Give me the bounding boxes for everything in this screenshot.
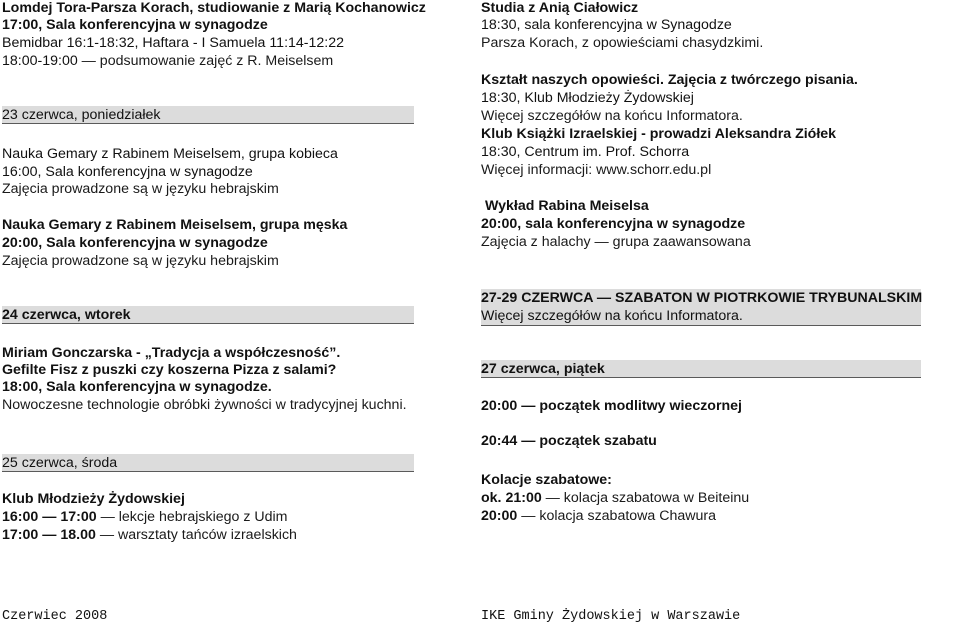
event-text: — początek modlitwy wieczornej [517, 398, 742, 414]
event-text: — lekcje hebrajskiego z Udim [96, 509, 288, 525]
event-time-place: 18:30, Centrum im. Prof. Schorra [481, 144, 690, 160]
event-description: Zajęcia prowadzone są w języku hebrajskim [2, 253, 279, 269]
footer-publisher: IKE Gminy Żydowskiej w Warszawie [481, 609, 741, 624]
event-summary [2, 53, 333, 69]
event-time-place: 18:30, sala konferencyjna w Synagodze [481, 17, 732, 33]
event-title: Nauka Gemary z Rabinem Meiselsem, grupa męska [2, 217, 348, 233]
day-header-bar [2, 106, 414, 124]
event-subtitle: Gefilte Fisz z puszki czy koszerna Pizza z salami? [2, 362, 337, 378]
event-description: Więcej informacji: www.schorr.edu.pl [481, 162, 712, 178]
event-time: 20:00 [481, 398, 518, 414]
day-header-bar [481, 360, 921, 378]
event-title: Klub Książki Izraelskiej - prowadzi Aleksandra Ziółek [481, 126, 837, 142]
event-line [481, 433, 657, 449]
day-header: 25 czerwca, środa [2, 455, 118, 471]
event-time: 17:00 — 18.00 [2, 527, 96, 543]
event-title: Studia z Anią Ciałowicz [481, 0, 639, 16]
event-time-place: 20:00, Sala konferencyjna w synagodze [2, 235, 268, 251]
event-title: Nauka Gemary z Rabinem Meiselsem, grupa kobieca [2, 146, 338, 162]
event-line [481, 508, 716, 524]
event-description: Zajęcia z halachy — grupa zaawansowana [481, 234, 751, 250]
event-time-place: 17:00, Sala konferencyjna w synagodze [2, 17, 268, 33]
event-line [2, 509, 287, 525]
event-title: Wykład Rabina Meiselsa [485, 198, 649, 214]
event-title: Klub Młodzieży Żydowskiej [2, 491, 185, 507]
event-summary-text: — podsumowanie zajęć z R. Meiselsem [77, 53, 334, 69]
event-text: — warsztaty tańców izraelskich [95, 527, 297, 543]
event-summary-time: 18:00-19:00 [2, 53, 78, 69]
event-description: Zajęcia prowadzone są w języku hebrajskim [2, 181, 279, 197]
event-description: Więcej szczegółów na końcu Informatora. [481, 108, 743, 124]
event-time-place: 18:00, Sala konferencyjna w synagodze. [2, 379, 272, 395]
event-line [2, 527, 297, 543]
day-header: 23 czerwca, poniedziałek [2, 107, 161, 123]
event-description: Parsza Korach, z opowieściami chasydzkimi. [481, 35, 764, 51]
event-title: Lomdej Tora-Parsza Korach, studiowanie z Marią Kochanowicz [2, 0, 426, 16]
event-description: Nowoczesne technologie obróbki żywności w tradycyjnej kuchni. [2, 397, 407, 413]
event-line [481, 398, 742, 414]
day-header-bar [2, 454, 414, 472]
shabbaton-box [481, 289, 921, 326]
shabbaton-title: 27-29 CZERWCA — SZABATON W PIOTRKOWIE TRYBUNALSKIM [481, 290, 923, 306]
event-time: 20:44 [481, 433, 518, 449]
event-time: ok. 21:00 [481, 490, 542, 506]
footer-date: Czerwiec 2008 [2, 609, 108, 624]
event-text: — kolacja szabatowa Chawura [517, 508, 717, 524]
event-title: Kształt naszych opowieści. Zajęcia z twórczego pisania. [481, 72, 858, 88]
event-line [481, 490, 749, 506]
event-description: Bemidbar 16:1-18:32, Haftara - I Samuela 11:14-12:22 [2, 35, 345, 51]
event-time: 20:00 [481, 508, 518, 524]
event-text: — początek szabatu [517, 433, 657, 449]
event-text: — kolacja szabatowa w Beiteinu [541, 490, 750, 506]
event-time: 16:00 — 17:00 [2, 509, 97, 525]
day-header: 27 czerwca, piątek [481, 361, 605, 377]
event-title: Kolacje szabatowe: [481, 472, 612, 488]
event-title: Miriam Gonczarska - „Tradycja a współczesność”. [2, 345, 341, 361]
shabbaton-info: Więcej szczegółów na końcu Informatora. [481, 308, 743, 324]
day-header: 24 czerwca, wtorek [2, 307, 131, 323]
event-time-place: 18:30, Klub Młodzieży Żydowskiej [481, 90, 694, 106]
day-header-bar [2, 306, 414, 324]
event-time-place: 20:00, sala konferencyjna w synagodze [481, 216, 746, 232]
event-time-place: 16:00, Sala konferencyjna w synagodze [2, 164, 253, 180]
